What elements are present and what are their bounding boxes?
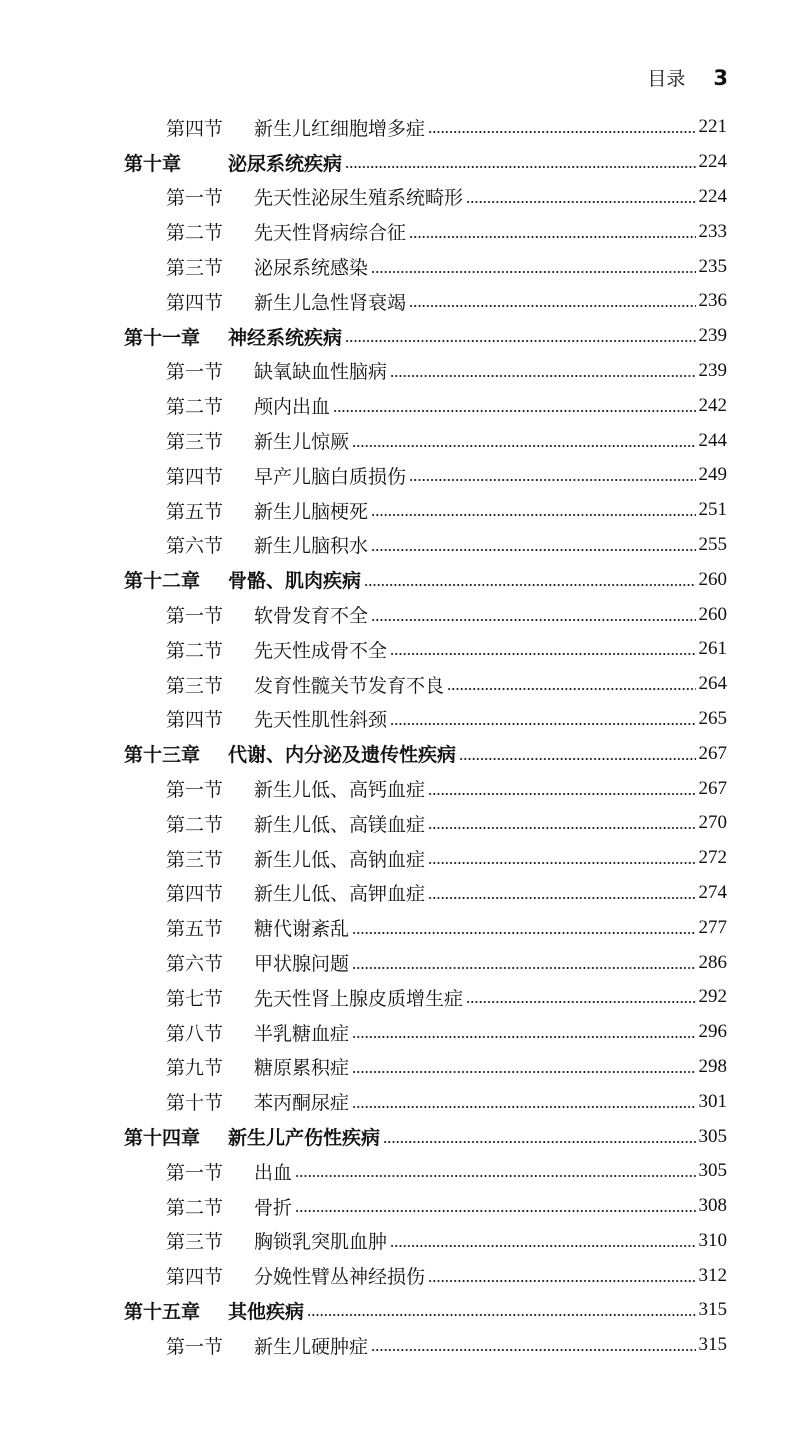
entry-page-number: 235: [698, 255, 727, 277]
toc-section-entry: [124, 458, 727, 493]
entry-title: 出血: [254, 1161, 293, 1184]
entry-title: 缺氧缺血性脑病: [254, 361, 388, 384]
dot-leader: [428, 1280, 695, 1282]
toc-section-entry: [124, 110, 727, 145]
entry-title: 早产儿脑白质损伤: [254, 465, 407, 488]
dot-leader: [428, 793, 695, 795]
entry-title: 新生儿红细胞增多症: [254, 117, 426, 140]
entry-label: 第六节: [166, 953, 224, 976]
entry-page-number: 265: [698, 707, 727, 729]
entry-label: 第十四章: [124, 1127, 201, 1149]
entry-label: 第二节: [166, 1196, 224, 1219]
entry-label: 第十一章: [124, 326, 201, 349]
running-title: 目录: [647, 68, 686, 90]
entry-page-number: 312: [698, 1264, 727, 1286]
entry-page-number: 224: [698, 185, 727, 207]
toc-section-entry: [124, 1258, 727, 1293]
entry-title: 颅内出血: [254, 396, 331, 419]
entry-title: 其他疾病: [228, 1300, 305, 1323]
entry-page-number: 242: [698, 394, 727, 416]
toc-section-entry: [124, 528, 727, 563]
toc-section-entry: [124, 667, 727, 702]
page-header: [647, 64, 728, 91]
toc-section-entry: [124, 632, 727, 667]
entry-label: 第四节: [166, 1266, 224, 1289]
entry-label: 第四节: [166, 465, 224, 488]
dot-leader: [333, 410, 695, 412]
entry-label: 第四节: [166, 291, 224, 314]
dot-leader: [295, 1175, 695, 1177]
entry-title: 先天性肾病综合征: [254, 222, 407, 245]
toc-section-entry: [124, 1189, 727, 1224]
dot-leader: [352, 1106, 695, 1108]
entry-title: 骨折: [254, 1196, 293, 1219]
toc-section-entry: [124, 910, 727, 945]
toc-section-entry: [124, 180, 727, 215]
entry-title: 骨骼、肌肉疾病: [228, 570, 362, 593]
entry-page-number: 239: [698, 325, 727, 347]
dot-leader: [390, 653, 695, 655]
entry-label: 第三节: [166, 257, 224, 280]
toc-chapter-entry: [124, 1293, 727, 1328]
toc-section-entry: [124, 249, 727, 284]
entry-page-number: 221: [698, 116, 727, 138]
entry-title: 先天性泌尿生殖系统畸形: [254, 187, 464, 210]
toc-section-entry: [124, 214, 727, 249]
entry-label: 第一节: [166, 187, 224, 210]
entry-label: 第十三章: [124, 744, 201, 767]
entry-page-number: 270: [698, 812, 727, 834]
entry-title: 苯丙酮尿症: [254, 1092, 350, 1115]
dot-leader: [466, 201, 695, 203]
entry-label: 第五节: [166, 918, 224, 941]
entry-title: 糖代谢紊乱: [254, 918, 350, 941]
dot-leader: [371, 549, 695, 551]
entry-title: 发育性髋关节发育不良: [254, 674, 445, 697]
dot-leader: [409, 305, 695, 307]
entry-title: 新生儿急性肾衰竭: [254, 291, 407, 314]
entry-page-number: 251: [698, 499, 727, 521]
entry-label: 第三节: [166, 848, 224, 871]
entry-label: 第三节: [166, 1231, 224, 1254]
toc-chapter-entry: [124, 319, 727, 354]
entry-page-number: 261: [698, 638, 727, 660]
dot-leader: [390, 723, 695, 725]
entry-page-number: 315: [698, 1334, 727, 1356]
entry-label: 第八节: [166, 1022, 224, 1045]
entry-label: 第十章: [124, 152, 182, 175]
entry-title: 半乳糖血症: [254, 1022, 350, 1045]
entry-title: 软骨发育不全: [254, 605, 369, 628]
entry-label: 第三节: [166, 674, 224, 697]
entry-title: 新生儿硬肿症: [254, 1335, 369, 1358]
entry-page-number: 286: [698, 951, 727, 973]
toc-section-entry: [124, 597, 727, 632]
entry-label: 第十节: [166, 1092, 224, 1115]
entry-label: 第十五章: [124, 1300, 201, 1323]
entry-page-number: 292: [698, 986, 727, 1008]
entry-page-number: 308: [698, 1195, 727, 1217]
entry-title: 胸锁乳突肌血肿: [254, 1231, 388, 1254]
entry-page-number: 267: [698, 777, 727, 799]
entry-page-number: 301: [698, 1090, 727, 1112]
entry-title: 先天性肌性斜颈: [254, 709, 388, 732]
toc-chapter-entry: [124, 736, 727, 771]
table-of-contents: [124, 110, 727, 1363]
toc-section-entry: [124, 493, 727, 528]
entry-label: 第二节: [166, 222, 224, 245]
entry-title: 新生儿产伤性疾病: [228, 1127, 381, 1149]
entry-page-number: 310: [698, 1229, 727, 1251]
entry-title: 糖原累积症: [254, 1057, 350, 1080]
entry-title: 泌尿系统疾病: [228, 152, 343, 175]
entry-page-number: 298: [698, 1055, 727, 1077]
entry-page-number: 277: [698, 916, 727, 938]
entry-title: 新生儿低、高钙血症: [254, 779, 426, 802]
entry-title: 分娩性臂丛神经损伤: [254, 1266, 426, 1289]
page-number: 3: [713, 66, 728, 90]
dot-leader: [428, 827, 695, 829]
entry-label: 第三节: [166, 431, 224, 454]
entry-page-number: 272: [698, 847, 727, 869]
dot-leader: [459, 758, 695, 760]
entry-title: 先天性成骨不全: [254, 639, 388, 662]
entry-title: 新生儿脑梗死: [254, 500, 369, 523]
toc-section-entry: [124, 1224, 727, 1259]
entry-page-number: 260: [698, 568, 727, 590]
dot-leader: [371, 271, 695, 273]
dot-leader: [390, 1245, 695, 1247]
entry-label: 第一节: [166, 605, 224, 628]
entry-page-number: 224: [698, 151, 727, 173]
dot-leader: [428, 131, 695, 133]
entry-label: 第二节: [166, 639, 224, 662]
entry-label: 第四节: [166, 709, 224, 732]
entry-page-number: 249: [698, 464, 727, 486]
entry-page-number: 315: [698, 1299, 727, 1321]
entry-label: 第一节: [166, 1335, 224, 1358]
dot-leader: [428, 862, 695, 864]
entry-page-number: 267: [698, 742, 727, 764]
entry-title: 新生儿低、高镁血症: [254, 813, 426, 836]
dot-leader: [466, 1001, 695, 1003]
entry-title: 新生儿低、高钾血症: [254, 883, 426, 906]
dot-leader: [352, 445, 695, 447]
entry-title: 泌尿系统感染: [254, 257, 369, 280]
entry-label: 第九节: [166, 1057, 224, 1080]
entry-label: 第十二章: [124, 570, 201, 593]
dot-leader: [390, 375, 695, 377]
dot-leader: [352, 932, 695, 934]
dot-leader: [364, 584, 695, 586]
dot-leader: [428, 897, 695, 899]
entry-title: 甲状腺问题: [254, 953, 350, 976]
dot-leader: [447, 688, 695, 690]
entry-title: 新生儿惊厥: [254, 431, 350, 454]
toc-section-entry: [124, 771, 727, 806]
toc-section-entry: [124, 388, 727, 423]
toc-section-entry: [124, 284, 727, 319]
entry-label: 第五节: [166, 500, 224, 523]
toc-section-entry: [124, 1084, 727, 1119]
entry-page-number: 236: [698, 290, 727, 312]
toc-section-entry: [124, 841, 727, 876]
dot-leader: [383, 1141, 695, 1143]
dot-leader: [295, 1210, 695, 1212]
toc-section-entry: [124, 702, 727, 737]
dot-leader: [345, 166, 695, 168]
entry-page-number: 264: [698, 673, 727, 695]
entry-label: 第七节: [166, 987, 224, 1010]
toc-chapter-entry: [124, 562, 727, 597]
entry-label: 第二节: [166, 396, 224, 419]
toc-section-entry: [124, 876, 727, 911]
entry-page-number: 305: [698, 1160, 727, 1182]
dot-leader: [345, 340, 695, 342]
dot-leader: [371, 619, 695, 621]
toc-section-entry: [124, 945, 727, 980]
dot-leader: [371, 1349, 695, 1351]
dot-leader: [371, 514, 695, 516]
dot-leader: [352, 967, 695, 969]
entry-title: 新生儿脑积水: [254, 535, 369, 558]
entry-label: 第四节: [166, 883, 224, 906]
dot-leader: [409, 479, 695, 481]
entry-label: 第二节: [166, 813, 224, 836]
toc-chapter-entry: [124, 145, 727, 180]
entry-label: 第六节: [166, 535, 224, 558]
toc-section-entry: [124, 1154, 727, 1189]
entry-page-number: 296: [698, 1021, 727, 1043]
dot-leader: [307, 1314, 695, 1316]
entry-page-number: 244: [698, 429, 727, 451]
toc-section-entry: [124, 980, 727, 1015]
entry-title: 新生儿低、高钠血症: [254, 848, 426, 871]
toc-section-entry: [124, 354, 727, 389]
entry-page-number: 274: [698, 881, 727, 903]
toc-section-entry: [124, 806, 727, 841]
entry-title: 神经系统疾病: [228, 326, 343, 349]
entry-page-number: 255: [698, 533, 727, 555]
entry-label: 第一节: [166, 361, 224, 384]
toc-section-entry: [124, 1050, 727, 1085]
toc-section-entry: [124, 1015, 727, 1050]
entry-title: 先天性肾上腺皮质增生症: [254, 987, 464, 1010]
toc-section-entry: [124, 423, 727, 458]
entry-title: 代谢、内分泌及遗传性疾病: [228, 744, 457, 767]
dot-leader: [352, 1036, 695, 1038]
toc-section-entry: [124, 1328, 727, 1363]
entry-page-number: 239: [698, 359, 727, 381]
dot-leader: [352, 1071, 695, 1073]
entry-label: 第一节: [166, 1161, 224, 1184]
entry-page-number: 233: [698, 220, 727, 242]
entry-page-number: 260: [698, 603, 727, 625]
toc-chapter-entry: [124, 1119, 727, 1154]
dot-leader: [409, 236, 695, 238]
entry-label: 第一节: [166, 779, 224, 802]
entry-label: 第四节: [166, 117, 224, 140]
entry-page-number: 305: [698, 1125, 727, 1147]
